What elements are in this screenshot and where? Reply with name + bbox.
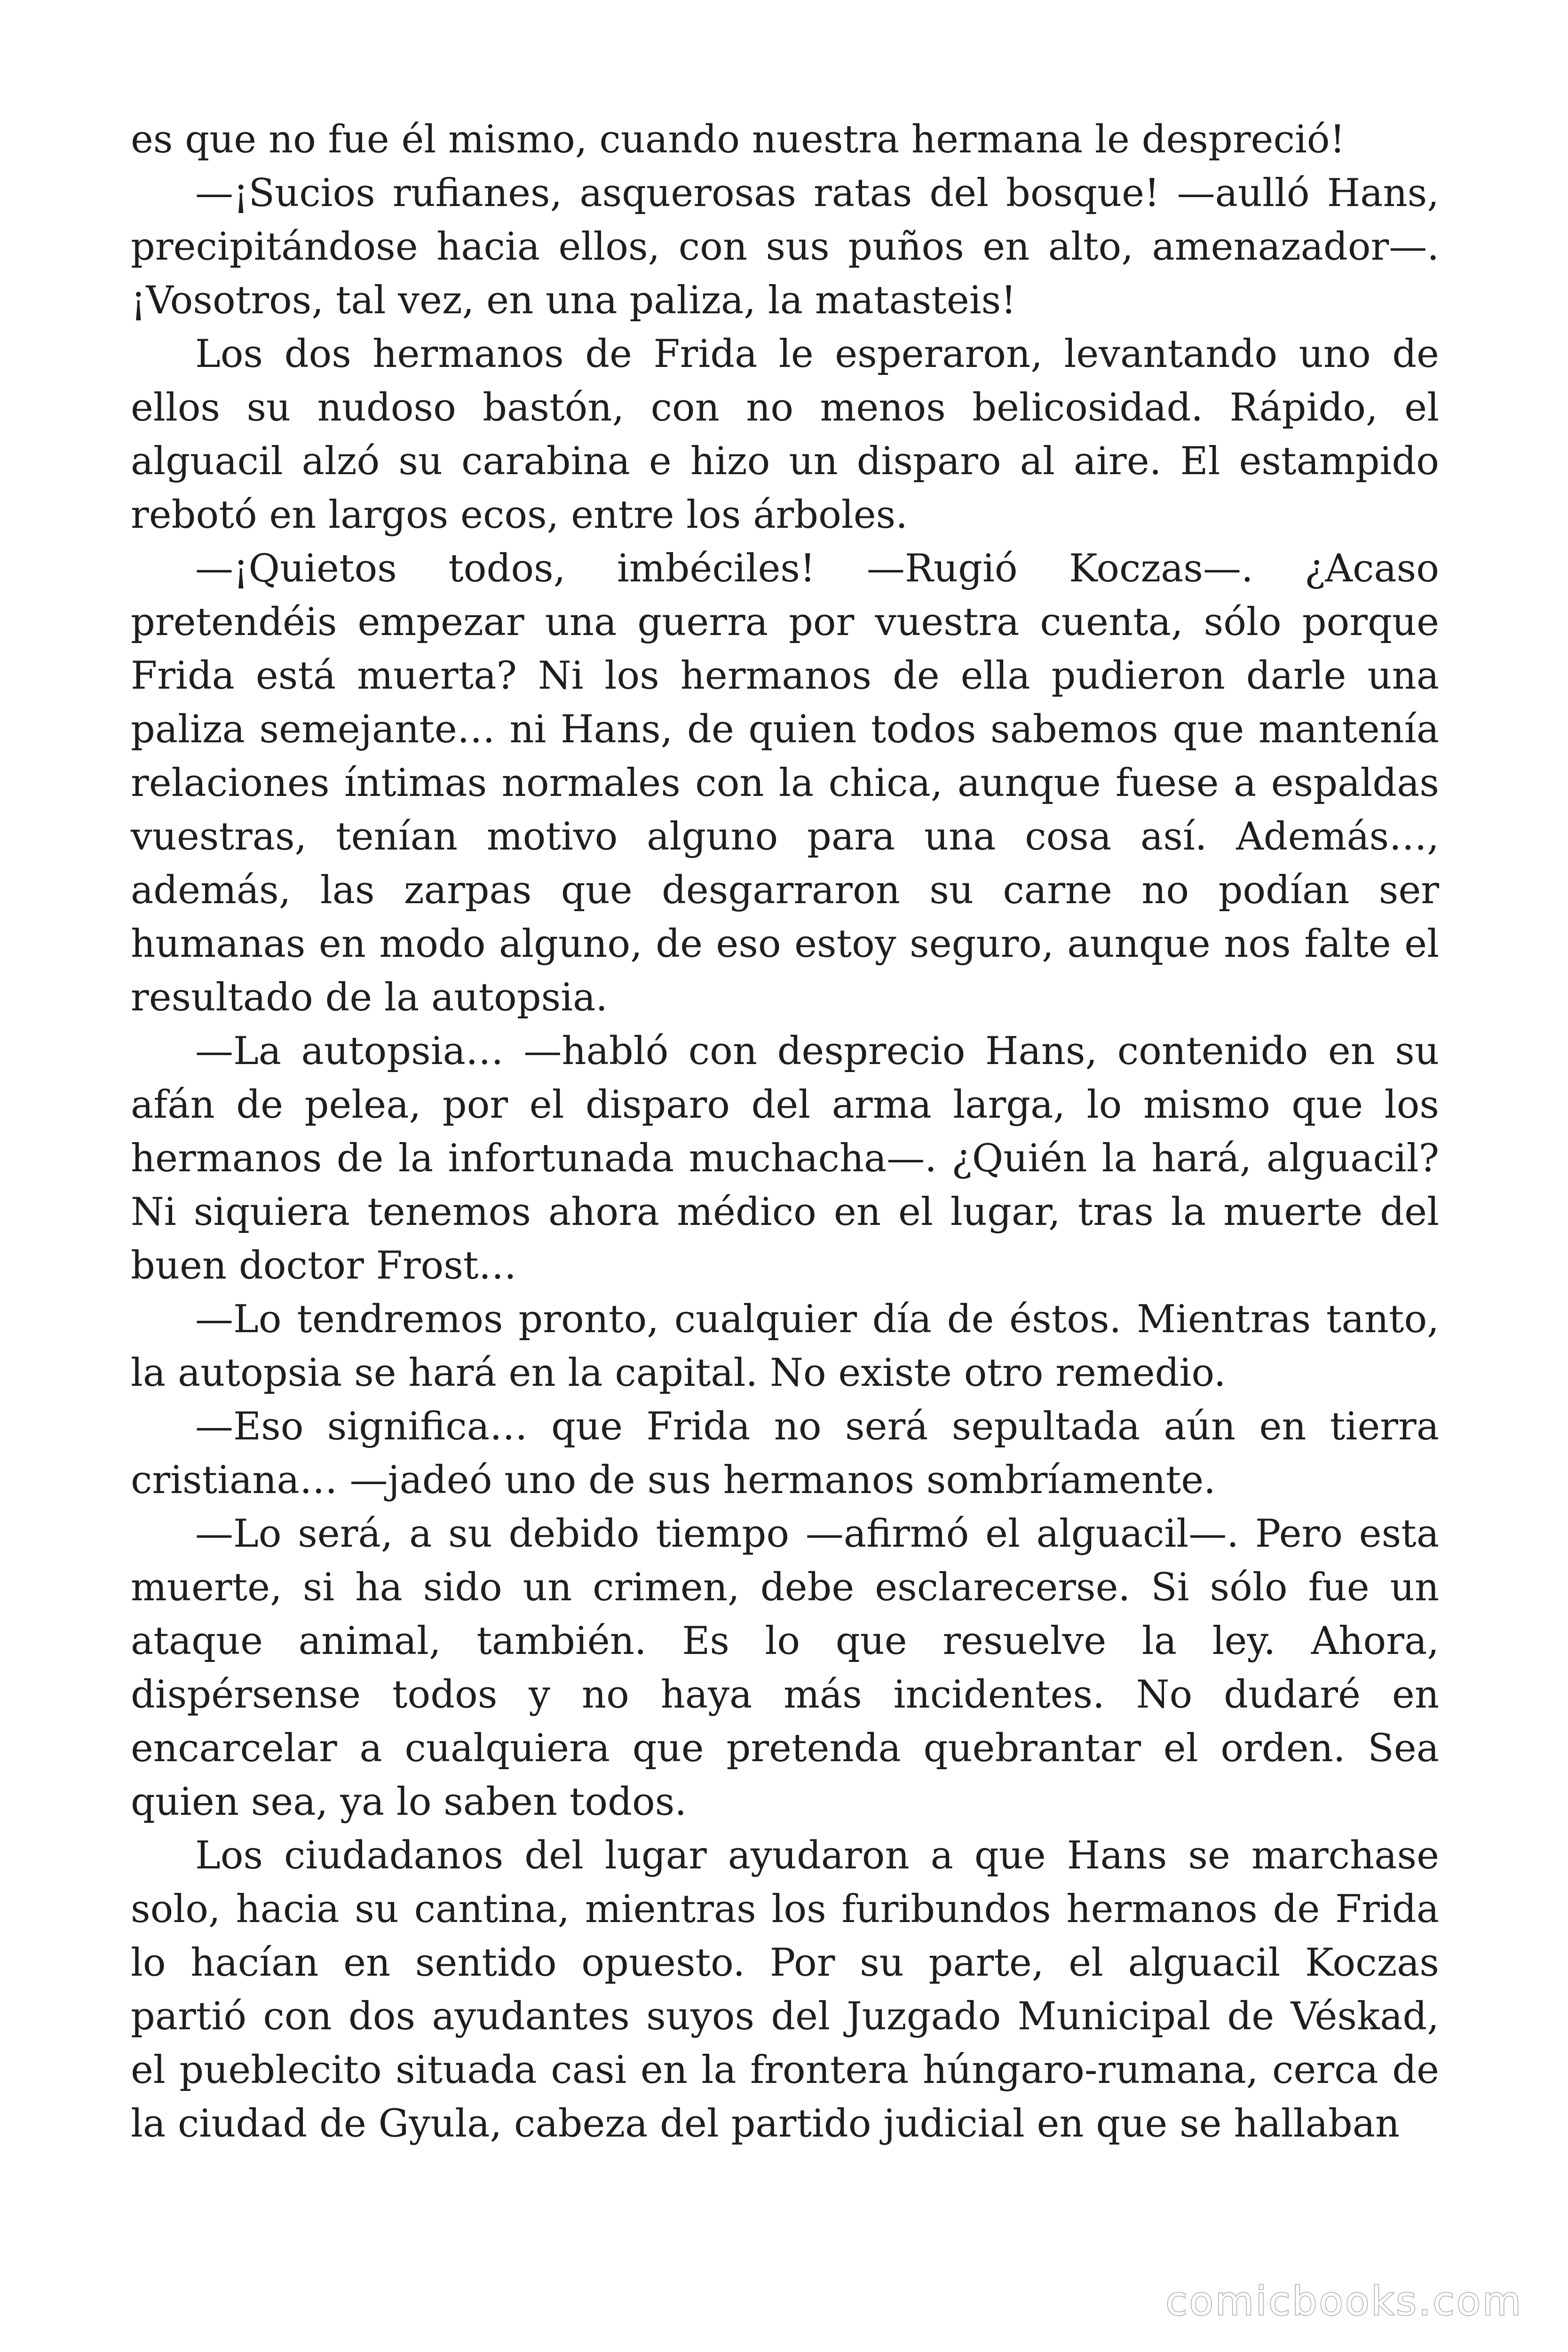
paragraph-continuation: es que no fue él mismo, cuando nuestra hermana le despreció! [131, 118, 1346, 162]
paragraph-burial: —Eso significa… que Frida no será sepultada aún en tierra cristiana… —jadeó uno de sus hermanos sombríamente. [131, 1405, 1439, 1502]
paragraph-dispersal: Los ciudadanos del lugar ayudaron a que Hans se marchase solo, hacia su cantina, mientras los furibundos hermanos de Frida lo hacían en sentido opuesto. Por su parte, el alguacil Koczas partió con dos ayudantes suyos del Juzgado Municipal de Véskad, el pueblecito situada casi en la frontera húngaro-rumana, cerca de la ciudad de Gyula, cabeza del partido judicial en que se hallaban [131, 1834, 1439, 2146]
paragraph-hans-insult: —¡Sucios rufianes, asquerosas ratas del bosque! —aulló Hans, precipitándose hacia ellos, con sus puños en alto, amenazador—. ¡Vosotros, tal vez, en una paliza, la matasteis! [131, 171, 1439, 323]
text-column [131, 113, 1439, 2151]
paragraph-autopsy-capital: —Lo tendremos pronto, cualquier día de éstos. Mientras tanto, la autopsia se hará en la capital. No existe otro remedio. [131, 1297, 1439, 1395]
watermark-text: comicbooks.com [1165, 2278, 1523, 2324]
paragraph-koczas-roar: —¡Quietos todos, imbéciles! —Rugió Koczas—. ¿Acaso pretendéis empezar una guerra por vuestra cuenta, sólo porque Frida está muerta? Ni los hermanos de ella pudieron darle una paliza semejante… ni Hans, de quien todos sabemos que mantenía relaciones íntimas normales con la chica, aunque fuese a espaldas vuestras, tenían motivo alguno para una cosa así. Además…, además, las zarpas que desgarraron su carne no podían ser humanas en modo alguno, de eso estoy seguro, aunque nos falte el resultado de la autopsia. [131, 547, 1439, 1020]
paragraph-brothers-wait: Los dos hermanos de Frida le esperaron, levantando uno de ellos su nudoso bastón, con no menos belicosidad. Rápido, el alguacil alzó su carabina e hizo un disparo al aire. El estampido rebotó en largos ecos, entre los árboles. [131, 332, 1439, 537]
paragraph-autopsy-question: —La autopsia… —habló con desprecio Hans, contenido en su afán de pelea, por el disparo del arma larga, lo mismo que los hermanos de la infortunada muchacha—. ¿Quién la hará, alguacil? Ni siquiera tenemos ahora médico en el lugar, tras la muerte del buen doctor Frost… [131, 1029, 1439, 1288]
paragraph-alguacil-order: —Lo será, a su debido tiempo —afirmó el alguacil—. Pero esta muerte, si ha sido un crimen, debe esclarecerse. Si sólo fue un ataque animal, también. Es lo que resuelve la ley. Ahora, dispérsense todos y no haya más incidentes. No dudaré en encarcelar a cualquiera que pretenda quebrantar el orden. Sea quien sea, ya lo saben todos. [131, 1512, 1439, 1824]
